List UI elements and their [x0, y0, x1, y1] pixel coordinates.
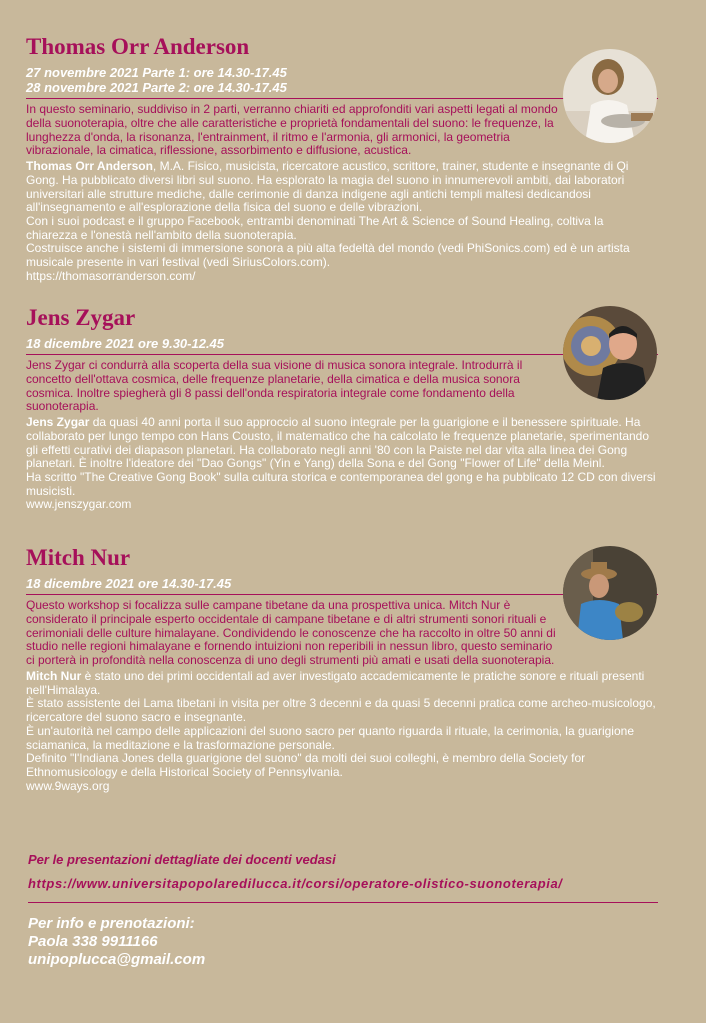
speaker-bio-3: Costruisce anche i sistemi di immersione sonora a più alta fedeltà del mondo (vedi PhiSonics.com) ed è un artista musicale presente in vari festival (vedi SiriusColors.com).	[26, 241, 630, 270]
section-jens-zygar	[26, 305, 658, 512]
footer-divider	[28, 902, 658, 903]
speaker-bio	[26, 416, 658, 471]
speaker-link[interactable]: https://thomasorranderson.com/	[26, 268, 196, 283]
speaker-bio-4: Definito "l'Indiana Jones della guarigione del suono" da molti dei suoi colleghi, è membro della Society for Ethnomusicology e della Historical Society of Pennsylvania.	[26, 751, 586, 779]
bio-speaker-name: Mitch Nur	[26, 668, 82, 683]
speaker-name: Thomas Orr Anderson	[26, 34, 250, 59]
bio-text: , M.A. Fisico, musicista, ricercatore acustico, scrittore, trainer, studente e insegnante di Qi Gong. Ha pubblicato diversi libri sul suono. Ha esplorato la magia del suono in innumerevoli ambiti, dai laboratori universitari alle strutture mediche, dalle cerimonie di danza indigene agli antichi templi maltesi dedicandosi all'insegnamento e all'esplorazione della fisica del suono e delle vibrazioni.	[26, 159, 629, 215]
seminar-description: Questo workshop si focalizza sulle campane tibetane da una prospettiva unica. Mitch Nur è considerato il principale esperto occidentale di campane tibetane e di altri strumenti sonori rituali e cerimoniali delle culture himalayane. Condividendo le conoscenze che ha raccolto in oltre 50 anni di studio nelle regioni himalayane e fornendo intuizioni non reperibili in nessun libro, questo seminario ci porterà in profondità nella conoscenza di uno degli strumenti più amati e usati della suonoterapia.	[26, 598, 556, 668]
bio-text: da quasi 40 anni porta il suo approccio al suono integrale per la guarigione e il benessere spirituale. Ha collaborato per lungo tempo con Hans Cousto, il matematico che ha calcolato le frequenze planetarie, sperimentando gli effetti curativi dei diapason planetari. Ha collaborato negli anni '80 con la Paiste nel dar vita alla linea dei Gong planetari. È inoltre l'ideatore dei "Dao Gongs" (Yin e Yang) della Sona e del Gong "Flower of Life" della Meinl.	[26, 415, 650, 471]
session-date: 27 novembre 2021 Parte 1: ore 14.30-17.45	[26, 65, 287, 80]
bio-text: è stato uno dei primi occidentali ad aver investigato accademicamente le pratiche sonore e rituali presenti nell'Himalaya.	[26, 668, 645, 697]
speaker-bio-2: È stato assistente dei Lama tibetani in visita per oltre 3 decenni e da quasi 5 decenni pratica come archeo-musicologo, ricercatore del suono sacro e insegnante.	[26, 696, 656, 725]
speaker-link[interactable]: www.9ways.org	[26, 778, 110, 793]
speaker-photo-anderson	[563, 49, 657, 143]
bio-speaker-name: Thomas Orr Anderson	[26, 159, 153, 174]
seminar-description: In questo seminario, suddiviso in 2 parti, verranno chiariti ed approfonditi vari aspetti legati al mondo della suonoterapia, oltre che alle caratteristiche e proprietà fondamentali del suono: le frequenze, la lunghezza d'onda, la risonanza, l'entrainment, il ritmo e l'armonia, gli armonici, la geometria vibrazionale, la cimatica, riflessione, assorbimento e diffusione, acustica.	[26, 102, 558, 158]
speaker-name: Mitch Nur	[26, 545, 131, 570]
bio-speaker-name: Jens Zygar	[26, 415, 90, 430]
speaker-bio-2: Ha scritto "The Creative Gong Book" sulla cultura storica e contemporanea del gong e ha pubblicato 12 CD con diversi musicisti.	[26, 470, 656, 498]
speaker-link[interactable]: www.jenszygar.com	[26, 497, 132, 512]
speaker-name: Jens Zygar	[26, 305, 136, 330]
speaker-photo-nur	[563, 546, 657, 640]
session-date: 28 novembre 2021 Parte 2: ore 14.30-17.45	[26, 80, 287, 95]
session-date: 18 dicembre 2021 ore 9.30-12.45	[26, 336, 225, 351]
course-link[interactable]: https://www.universitapopolaredilucca.it/corsi/operatore-olistico-suonoterapia/	[28, 876, 563, 891]
speaker-bio-3: È un'autorità nel campo delle applicazioni del suono sacro per quanto riguarda il rituale, la cerimonia, la guarigione sciamanica, la meditazione e la trasformazione personale.	[26, 723, 634, 752]
contact-phone: Paola 338 9911166	[28, 933, 158, 950]
contact-email[interactable]: unipoplucca@gmail.com	[28, 951, 206, 968]
speaker-bio	[26, 160, 658, 215]
speaker-photo-zygar	[563, 306, 657, 400]
speaker-bio	[26, 670, 658, 697]
seminar-description: Jens Zygar ci condurrà alla scoperta della sua visione di musica sonora integrale. Introdurrà il concetto dell'ottava cosmica, delle frequenze planetarie, della cimatica e della musica sonora cosmica. Inoltre spiegherà gli 8 passi dell'onda respiratoria integrale come fondamento della suonoterapia.	[26, 358, 523, 414]
section-thomas-orr-anderson	[26, 34, 658, 284]
session-date: 18 dicembre 2021 ore 14.30-17.45	[26, 576, 232, 591]
contact-info	[28, 915, 205, 969]
speaker-bio-2: Con i suoi podcast e il gruppo Facebook, entrambi denominati The Art & Science of Sound Healing, coltiva la chiarezza e l'onestà nell'ambito della suonoterapia.	[26, 214, 604, 242]
info-title: Per info e prenotazioni:	[28, 915, 195, 932]
presentations-note: Per le presentazioni dettagliate dei docenti vedasi	[28, 852, 336, 867]
